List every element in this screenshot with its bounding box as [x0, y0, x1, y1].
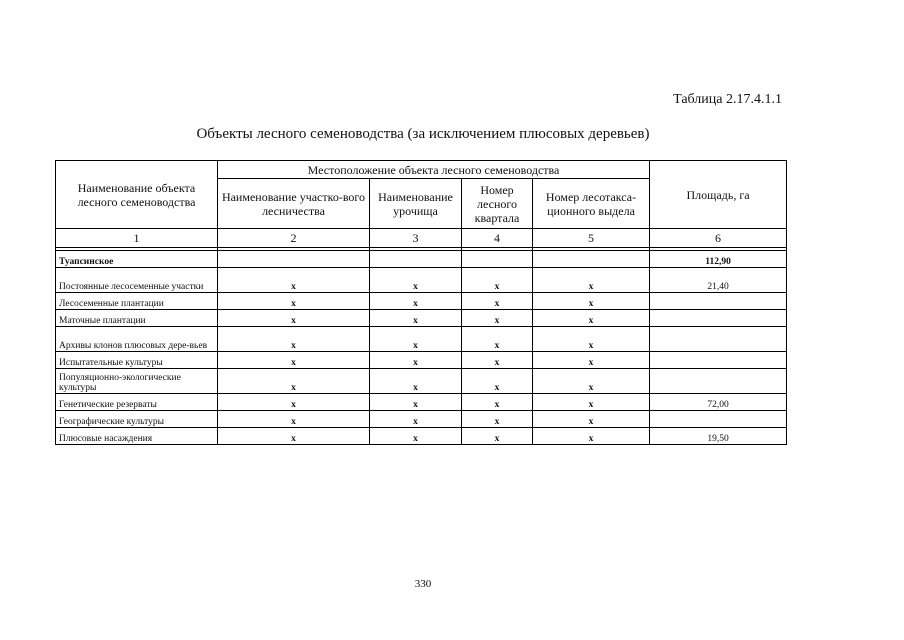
row-name: Географические культуры [56, 411, 218, 428]
col-number: 6 [650, 229, 787, 248]
row-area: 21,40 [650, 268, 787, 293]
header-section: Номер лесотакса-ционного выдела [533, 179, 650, 229]
column-numbers-row [56, 229, 787, 248]
table-number: Таблица 2.17.4.1.1 [673, 92, 782, 107]
table-row [56, 394, 787, 411]
row-tract: x [370, 268, 462, 293]
row-area: 19,50 [650, 428, 787, 445]
row-tract: x [370, 352, 462, 369]
row-sub-forestry: x [218, 293, 370, 310]
row-area: 72,00 [650, 394, 787, 411]
row-section: x [533, 428, 650, 445]
col-number: 3 [370, 229, 462, 248]
table-row [56, 310, 787, 327]
row-section: x [533, 310, 650, 327]
row-tract: x [370, 369, 462, 394]
row-tract: x [370, 428, 462, 445]
row-quarter: x [462, 369, 533, 394]
row-name: Лесосеменные плантации [56, 293, 218, 310]
row-section: x [533, 268, 650, 293]
row-sub-forestry: x [218, 268, 370, 293]
table-row [56, 251, 787, 268]
row-quarter: x [462, 327, 533, 352]
table-row [56, 327, 787, 352]
row-section: x [533, 411, 650, 428]
row-quarter: x [462, 352, 533, 369]
row-area [650, 293, 787, 310]
row-area [650, 369, 787, 394]
row-section: x [533, 394, 650, 411]
row-sub-forestry [218, 251, 370, 268]
row-name: Архивы клонов плюсовых дере-вьев [56, 327, 218, 352]
header-quarter: Номер лесного квартала [462, 179, 533, 229]
table-row [56, 411, 787, 428]
header-area: Площадь, га [650, 161, 787, 229]
col-number: 2 [218, 229, 370, 248]
row-quarter: x [462, 428, 533, 445]
row-quarter: x [462, 268, 533, 293]
row-section: x [533, 369, 650, 394]
row-area [650, 310, 787, 327]
table-row [56, 352, 787, 369]
row-area: 112,90 [650, 251, 787, 268]
table-row [56, 293, 787, 310]
row-name: Плюсовые насаждения [56, 428, 218, 445]
row-name: Популяционно-экологические культуры [56, 369, 218, 394]
table-title: Объекты лесного семеноводства (за исключением плюсовых деревьев) [196, 126, 650, 142]
header-tract: Наименование урочища [370, 179, 462, 229]
row-sub-forestry: x [218, 310, 370, 327]
row-sub-forestry: x [218, 428, 370, 445]
row-quarter: x [462, 394, 533, 411]
row-area [650, 411, 787, 428]
header-location-group: Местоположение объекта лесного семеноводства [218, 161, 650, 179]
row-section: x [533, 293, 650, 310]
row-tract: x [370, 411, 462, 428]
table-row [56, 268, 787, 293]
row-tract [370, 251, 462, 268]
row-name: Испытательные культуры [56, 352, 218, 369]
col-number: 4 [462, 229, 533, 248]
col-number: 5 [533, 229, 650, 248]
page-number: 330 [414, 578, 432, 590]
row-section: x [533, 327, 650, 352]
row-area [650, 352, 787, 369]
row-name: Маточные плантации [56, 310, 218, 327]
row-sub-forestry: x [218, 411, 370, 428]
row-name: Туапсинское [56, 251, 218, 268]
row-tract: x [370, 293, 462, 310]
row-sub-forestry: x [218, 369, 370, 394]
row-section: x [533, 352, 650, 369]
row-tract: x [370, 394, 462, 411]
row-name: Постоянные лесосеменные участки [56, 268, 218, 293]
row-quarter: x [462, 293, 533, 310]
row-sub-forestry: x [218, 352, 370, 369]
row-quarter: x [462, 411, 533, 428]
row-quarter [462, 251, 533, 268]
row-tract: x [370, 327, 462, 352]
row-name: Генетические резерваты [56, 394, 218, 411]
forest-seed-objects-table [55, 160, 787, 445]
table-row [56, 428, 787, 445]
header-object-name: Наименование объекта лесного семеноводства [56, 161, 218, 229]
row-sub-forestry: x [218, 394, 370, 411]
header-sub-forestry: Наименование участко-вого лесничества [218, 179, 370, 229]
row-section [533, 251, 650, 268]
row-quarter: x [462, 310, 533, 327]
row-area [650, 327, 787, 352]
row-sub-forestry: x [218, 327, 370, 352]
table-row [56, 369, 787, 394]
row-tract: x [370, 310, 462, 327]
col-number: 1 [56, 229, 218, 248]
